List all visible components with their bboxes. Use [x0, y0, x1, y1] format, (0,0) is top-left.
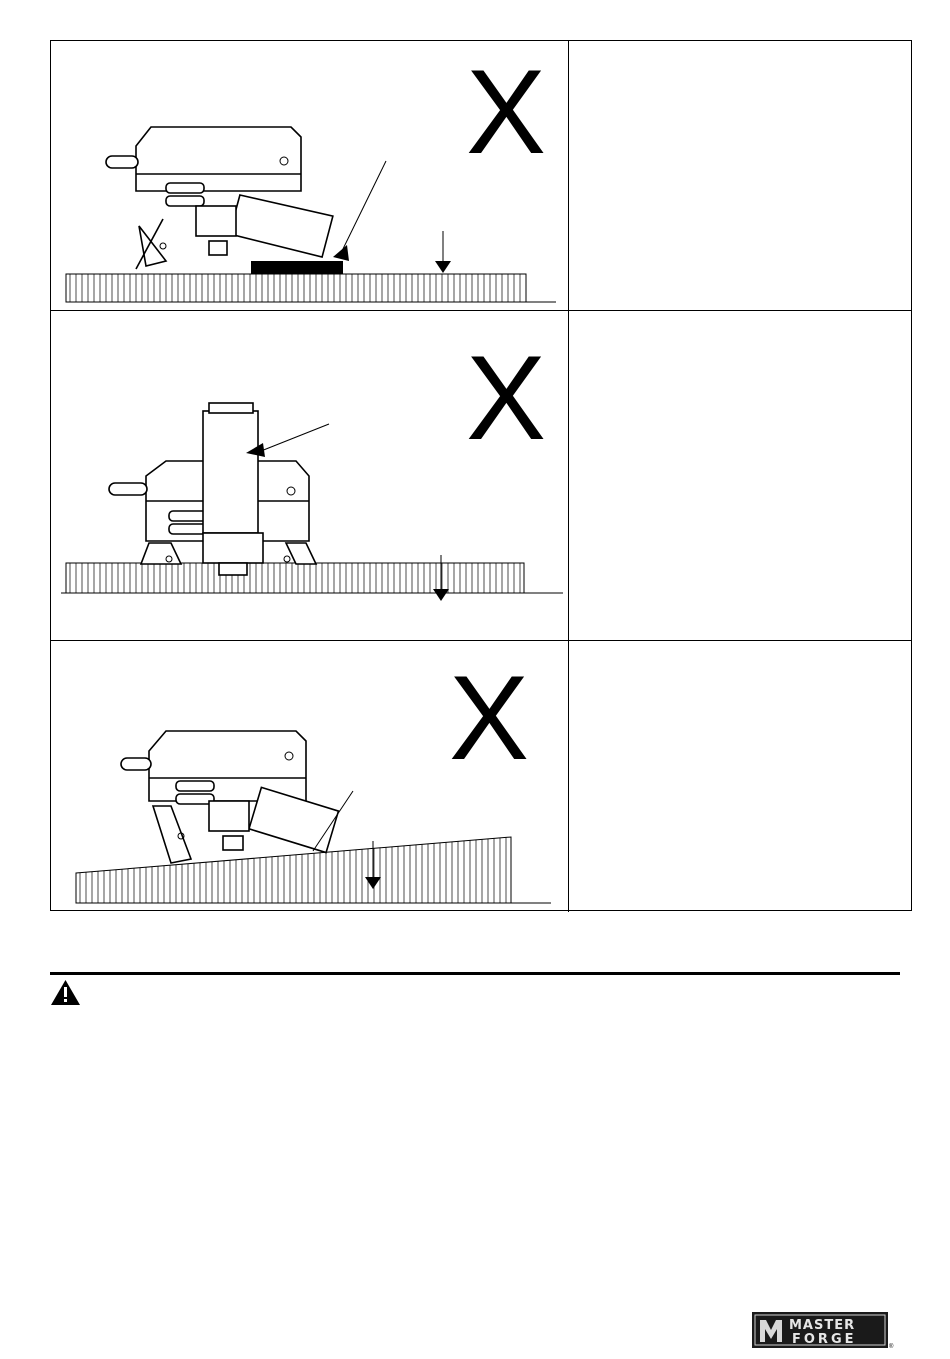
table-row-2 — [51, 311, 911, 641]
warning-divider — [50, 972, 900, 975]
description-cell-2 — [569, 311, 911, 640]
illustration-cell-2 — [51, 311, 569, 640]
registered-mark: ® — [889, 1344, 894, 1350]
logo-line-2: FORGE — [792, 1332, 857, 1347]
logo-line-1: MASTER — [789, 1318, 856, 1333]
table-row-3 — [51, 641, 911, 912]
warning-triangle-icon — [50, 979, 81, 1006]
master-forge-logo — [752, 1312, 892, 1350]
grill-tank-on-top-illustration — [51, 311, 569, 641]
description-cell-1 — [569, 41, 911, 310]
status-mark-x: X — [465, 45, 547, 179]
table-row-1 — [51, 41, 911, 311]
illustration-cell-3 — [51, 641, 569, 912]
grill-on-slope-illustration — [51, 641, 569, 912]
instruction-table — [50, 40, 912, 911]
description-cell-3 — [569, 641, 911, 912]
status-mark-x: X — [448, 651, 530, 785]
grill-on-block-illustration — [51, 41, 569, 311]
elevating-block — [251, 261, 343, 274]
status-mark-x: X — [465, 331, 547, 465]
illustration-cell-1 — [51, 41, 569, 310]
